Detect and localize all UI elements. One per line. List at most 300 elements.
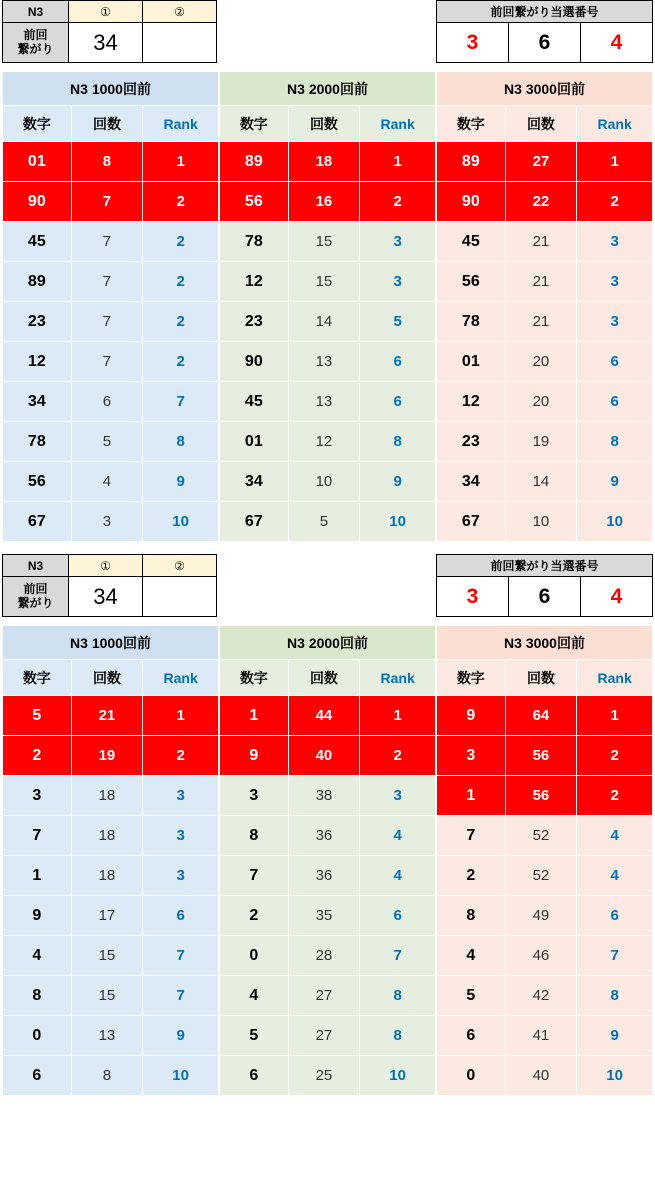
cell-count: 18 — [71, 816, 143, 856]
table-header-row — [437, 660, 653, 696]
table-row — [437, 626, 653, 660]
cell-count: 12 — [288, 422, 360, 462]
cell-rank: 8 — [577, 976, 653, 1016]
column-header-count: 回数 — [71, 660, 143, 696]
table-row — [220, 1056, 436, 1096]
cell-rank: 6 — [143, 896, 219, 936]
header-left-table — [2, 0, 217, 63]
winning-number: 6 — [509, 23, 581, 63]
report-section — [2, 0, 653, 542]
cell-count: 7 — [71, 262, 143, 302]
cell-number: 12 — [437, 382, 506, 422]
cell-rank: 7 — [143, 936, 219, 976]
table-row — [437, 1, 653, 23]
frequency-table — [2, 625, 219, 1096]
cell-rank: 2 — [143, 302, 219, 342]
cell-count: 35 — [288, 896, 360, 936]
table-row — [3, 577, 217, 617]
table-row — [220, 696, 436, 736]
table-title: N3 3000回前 — [437, 626, 653, 660]
cell-count: 40 — [288, 736, 360, 776]
cell-number: 9 — [220, 736, 289, 776]
cell-number: 0 — [220, 936, 289, 976]
cell-rank: 5 — [360, 302, 436, 342]
table-row — [437, 896, 653, 936]
cell-rank: 6 — [577, 382, 653, 422]
cell-rank: 10 — [360, 1056, 436, 1096]
table-row — [3, 976, 219, 1016]
frequency-table — [219, 625, 436, 1096]
table-row — [220, 302, 436, 342]
table-row — [3, 23, 217, 63]
cell-count: 28 — [288, 936, 360, 976]
cell-number: 34 — [220, 462, 289, 502]
cell-count: 25 — [288, 1056, 360, 1096]
cell-rank: 6 — [577, 896, 653, 936]
cell-rank: 2 — [143, 736, 219, 776]
cell-count: 20 — [505, 342, 577, 382]
cell-number: 7 — [220, 856, 289, 896]
cell-rank: 6 — [360, 342, 436, 382]
header-value-1: 34 — [69, 23, 143, 63]
cell-number: 1 — [3, 856, 72, 896]
table-row — [3, 262, 219, 302]
cell-count: 49 — [505, 896, 577, 936]
cell-count: 18 — [288, 142, 360, 182]
cell-rank: 9 — [360, 462, 436, 502]
tables-row — [2, 71, 653, 542]
cell-rank: 9 — [577, 1016, 653, 1056]
cell-number: 67 — [220, 502, 289, 542]
cell-number: 01 — [220, 422, 289, 462]
header-n3-label: N3 — [3, 1, 69, 23]
table-header-row — [220, 106, 436, 142]
cell-count: 10 — [505, 502, 577, 542]
winning-number: 4 — [581, 577, 653, 617]
column-header-rank: Rank — [360, 106, 436, 142]
cell-count: 56 — [505, 776, 577, 816]
cell-rank: 1 — [360, 696, 436, 736]
table-row — [437, 182, 653, 222]
cell-number: 56 — [437, 262, 506, 302]
cell-count: 13 — [288, 342, 360, 382]
winning-number: 6 — [509, 577, 581, 617]
cell-number: 01 — [437, 342, 506, 382]
cell-number: 12 — [3, 342, 72, 382]
cell-number: 34 — [3, 382, 72, 422]
cell-count: 17 — [71, 896, 143, 936]
table-row — [220, 936, 436, 976]
cell-rank: 1 — [143, 142, 219, 182]
cell-rank: 7 — [143, 382, 219, 422]
cell-count: 4 — [71, 462, 143, 502]
table-header-row — [437, 106, 653, 142]
cell-rank: 7 — [577, 936, 653, 976]
cell-rank: 3 — [143, 856, 219, 896]
cell-rank: 7 — [143, 976, 219, 1016]
table-row — [3, 382, 219, 422]
header-value-1: 34 — [69, 577, 143, 617]
table-row — [220, 262, 436, 302]
cell-number: 5 — [3, 696, 72, 736]
cell-number: 2 — [220, 896, 289, 936]
cell-count: 10 — [288, 462, 360, 502]
previous-winning-numbers-table — [436, 554, 653, 617]
cell-count: 13 — [288, 382, 360, 422]
cell-rank: 3 — [360, 262, 436, 302]
cell-count: 13 — [71, 1016, 143, 1056]
cell-number: 2 — [437, 856, 506, 896]
table-row — [3, 222, 219, 262]
table-row — [220, 626, 436, 660]
table-row — [220, 1016, 436, 1056]
cell-count: 42 — [505, 976, 577, 1016]
cell-number: 23 — [3, 302, 72, 342]
cell-count: 15 — [71, 936, 143, 976]
table-row — [220, 182, 436, 222]
cell-rank: 6 — [577, 342, 653, 382]
cell-rank: 8 — [577, 422, 653, 462]
table-row — [220, 502, 436, 542]
cell-rank: 1 — [143, 696, 219, 736]
cell-number: 12 — [220, 262, 289, 302]
cell-number: 90 — [437, 182, 506, 222]
cell-number: 1 — [220, 696, 289, 736]
cell-rank: 10 — [577, 502, 653, 542]
column-header-rank: Rank — [143, 660, 219, 696]
table-row — [437, 422, 653, 462]
column-header-count: 回数 — [505, 660, 577, 696]
cell-count: 20 — [505, 382, 577, 422]
cell-count: 27 — [505, 142, 577, 182]
cell-count: 40 — [505, 1056, 577, 1096]
table-row — [3, 342, 219, 382]
table-row — [437, 222, 653, 262]
cell-rank: 3 — [143, 776, 219, 816]
winning-number: 3 — [437, 23, 509, 63]
table-row — [3, 302, 219, 342]
cell-count: 21 — [505, 262, 577, 302]
header-n3-label: N3 — [3, 555, 69, 577]
winning-number: 3 — [437, 577, 509, 617]
cell-number: 7 — [3, 816, 72, 856]
cell-count: 5 — [288, 502, 360, 542]
cell-rank: 3 — [360, 222, 436, 262]
cell-number: 4 — [3, 936, 72, 976]
cell-number: 67 — [3, 502, 72, 542]
cell-count: 8 — [71, 142, 143, 182]
column-header-number: 数字 — [220, 106, 289, 142]
cell-rank: 6 — [360, 382, 436, 422]
cell-number: 3 — [220, 776, 289, 816]
table-row — [3, 736, 219, 776]
table-row — [437, 72, 653, 106]
cell-number: 90 — [3, 182, 72, 222]
cell-count: 19 — [71, 736, 143, 776]
header-col-1: ① — [69, 555, 143, 577]
cell-count: 3 — [71, 502, 143, 542]
cell-count: 14 — [288, 302, 360, 342]
cell-count: 27 — [288, 976, 360, 1016]
table-row — [3, 1016, 219, 1056]
cell-number: 56 — [3, 462, 72, 502]
table-row — [437, 936, 653, 976]
cell-rank: 7 — [360, 936, 436, 976]
cell-number: 23 — [220, 302, 289, 342]
table-row — [437, 976, 653, 1016]
table-row — [220, 816, 436, 856]
column-header-number: 数字 — [437, 106, 506, 142]
table-row — [220, 142, 436, 182]
header-row-label: 前回 繋がり — [3, 577, 69, 617]
report-section — [2, 554, 653, 1096]
table-row — [220, 462, 436, 502]
frequency-table — [436, 71, 653, 542]
cell-number: 78 — [220, 222, 289, 262]
cell-count: 14 — [505, 462, 577, 502]
cell-number: 34 — [437, 462, 506, 502]
cell-number: 8 — [437, 896, 506, 936]
cell-count: 22 — [505, 182, 577, 222]
cell-rank: 9 — [143, 462, 219, 502]
header-left-table — [2, 554, 217, 617]
table-row — [437, 382, 653, 422]
cell-rank: 2 — [143, 342, 219, 382]
cell-count: 18 — [71, 776, 143, 816]
table-row — [437, 696, 653, 736]
cell-number: 23 — [437, 422, 506, 462]
cell-number: 90 — [220, 342, 289, 382]
cell-count: 6 — [71, 382, 143, 422]
cell-count: 44 — [288, 696, 360, 736]
table-title: N3 2000回前 — [220, 72, 436, 106]
column-header-number: 数字 — [3, 660, 72, 696]
table-row — [437, 1056, 653, 1096]
cell-rank: 4 — [577, 816, 653, 856]
header-row-label: 前回 繋がり — [3, 23, 69, 63]
table-row — [3, 696, 219, 736]
cell-count: 52 — [505, 816, 577, 856]
table-row — [437, 142, 653, 182]
table-row — [437, 736, 653, 776]
header-col-2: ② — [143, 555, 217, 577]
cell-count: 36 — [288, 856, 360, 896]
header-col-1: ① — [69, 1, 143, 23]
previous-winning-title: 前回繋がり当選番号 — [437, 1, 653, 23]
table-header-row — [3, 660, 219, 696]
header-col-2: ② — [143, 1, 217, 23]
cell-number: 5 — [220, 1016, 289, 1056]
table-row — [437, 776, 653, 816]
cell-rank: 4 — [360, 816, 436, 856]
cell-rank: 10 — [143, 502, 219, 542]
previous-winning-title: 前回繋がり当選番号 — [437, 555, 653, 577]
table-row — [3, 142, 219, 182]
cell-number: 78 — [437, 302, 506, 342]
column-header-number: 数字 — [437, 660, 506, 696]
cell-number: 56 — [220, 182, 289, 222]
previous-winning-numbers-table — [436, 0, 653, 63]
cell-count: 5 — [71, 422, 143, 462]
cell-rank: 2 — [143, 262, 219, 302]
cell-count: 21 — [71, 696, 143, 736]
cell-rank: 9 — [143, 1016, 219, 1056]
cell-rank: 4 — [360, 856, 436, 896]
column-header-number: 数字 — [3, 106, 72, 142]
cell-number: 6 — [437, 1016, 506, 1056]
column-header-count: 回数 — [288, 106, 360, 142]
cell-rank: 8 — [360, 976, 436, 1016]
table-title: N3 1000回前 — [3, 626, 219, 660]
cell-number: 89 — [220, 142, 289, 182]
table-row — [3, 816, 219, 856]
cell-rank: 3 — [577, 302, 653, 342]
column-header-number: 数字 — [220, 660, 289, 696]
header-block — [2, 0, 653, 63]
table-row — [3, 72, 219, 106]
column-header-count: 回数 — [505, 106, 577, 142]
cell-rank: 2 — [143, 222, 219, 262]
table-row — [220, 342, 436, 382]
header-value-2 — [143, 577, 217, 617]
cell-rank: 10 — [577, 1056, 653, 1096]
cell-rank: 3 — [577, 222, 653, 262]
cell-count: 7 — [71, 342, 143, 382]
cell-rank: 8 — [143, 422, 219, 462]
frequency-table — [2, 71, 219, 542]
cell-rank: 1 — [360, 142, 436, 182]
table-row — [220, 856, 436, 896]
winning-number: 4 — [581, 23, 653, 63]
header-block — [2, 554, 653, 617]
table-row — [3, 936, 219, 976]
cell-count: 7 — [71, 182, 143, 222]
cell-number: 4 — [220, 976, 289, 1016]
tables-row — [2, 625, 653, 1096]
cell-number: 9 — [437, 696, 506, 736]
cell-number: 3 — [437, 736, 506, 776]
table-row — [220, 736, 436, 776]
cell-count: 16 — [288, 182, 360, 222]
cell-number: 8 — [220, 816, 289, 856]
table-row — [3, 555, 217, 577]
cell-rank: 2 — [360, 736, 436, 776]
cell-number: 5 — [437, 976, 506, 1016]
cell-rank: 8 — [360, 422, 436, 462]
cell-number: 8 — [3, 976, 72, 1016]
table-row — [220, 222, 436, 262]
table-row — [3, 856, 219, 896]
table-row — [437, 555, 653, 577]
cell-count: 15 — [71, 976, 143, 1016]
cell-number: 89 — [3, 262, 72, 302]
cell-number: 2 — [3, 736, 72, 776]
cell-rank: 8 — [360, 1016, 436, 1056]
table-row — [220, 776, 436, 816]
table-row — [437, 577, 653, 617]
cell-rank: 3 — [143, 816, 219, 856]
table-row — [437, 23, 653, 63]
table-row — [437, 462, 653, 502]
cell-number: 6 — [3, 1056, 72, 1096]
cell-count: 15 — [288, 262, 360, 302]
table-header-row — [3, 106, 219, 142]
section-spacer — [2, 542, 653, 554]
table-row — [437, 502, 653, 542]
cell-count: 15 — [288, 222, 360, 262]
table-row — [3, 1056, 219, 1096]
cell-rank: 2 — [143, 182, 219, 222]
cell-rank: 10 — [360, 502, 436, 542]
cell-rank: 4 — [577, 856, 653, 896]
table-row — [3, 1, 217, 23]
cell-count: 38 — [288, 776, 360, 816]
column-header-rank: Rank — [143, 106, 219, 142]
table-row — [437, 302, 653, 342]
cell-rank: 3 — [577, 262, 653, 302]
column-header-rank: Rank — [577, 660, 653, 696]
column-header-rank: Rank — [360, 660, 436, 696]
cell-number: 6 — [220, 1056, 289, 1096]
cell-number: 3 — [3, 776, 72, 816]
table-row — [437, 342, 653, 382]
table-title: N3 3000回前 — [437, 72, 653, 106]
column-header-rank: Rank — [577, 106, 653, 142]
cell-count: 46 — [505, 936, 577, 976]
cell-count: 27 — [288, 1016, 360, 1056]
cell-count: 64 — [505, 696, 577, 736]
cell-number: 45 — [3, 222, 72, 262]
cell-count: 41 — [505, 1016, 577, 1056]
cell-number: 9 — [3, 896, 72, 936]
column-header-count: 回数 — [71, 106, 143, 142]
table-row — [220, 72, 436, 106]
cell-rank: 6 — [360, 896, 436, 936]
cell-count: 56 — [505, 736, 577, 776]
table-row — [220, 976, 436, 1016]
cell-count: 52 — [505, 856, 577, 896]
table-row — [220, 422, 436, 462]
cell-number: 45 — [437, 222, 506, 262]
cell-count: 7 — [71, 222, 143, 262]
table-row — [3, 502, 219, 542]
cell-count: 21 — [505, 222, 577, 262]
cell-number: 0 — [437, 1056, 506, 1096]
frequency-table — [436, 625, 653, 1096]
table-header-row — [220, 660, 436, 696]
cell-number: 01 — [3, 142, 72, 182]
cell-count: 18 — [71, 856, 143, 896]
cell-rank: 10 — [143, 1056, 219, 1096]
column-header-count: 回数 — [288, 660, 360, 696]
table-row — [3, 776, 219, 816]
table-row — [220, 382, 436, 422]
table-row — [437, 816, 653, 856]
cell-count: 8 — [71, 1056, 143, 1096]
cell-rank: 2 — [360, 182, 436, 222]
table-row — [3, 182, 219, 222]
table-title: N3 1000回前 — [3, 72, 219, 106]
cell-count: 19 — [505, 422, 577, 462]
cell-count: 21 — [505, 302, 577, 342]
cell-rank: 2 — [577, 776, 653, 816]
cell-count: 36 — [288, 816, 360, 856]
cell-count: 7 — [71, 302, 143, 342]
table-row — [3, 626, 219, 660]
cell-number: 0 — [3, 1016, 72, 1056]
table-row — [437, 1016, 653, 1056]
cell-number: 7 — [437, 816, 506, 856]
